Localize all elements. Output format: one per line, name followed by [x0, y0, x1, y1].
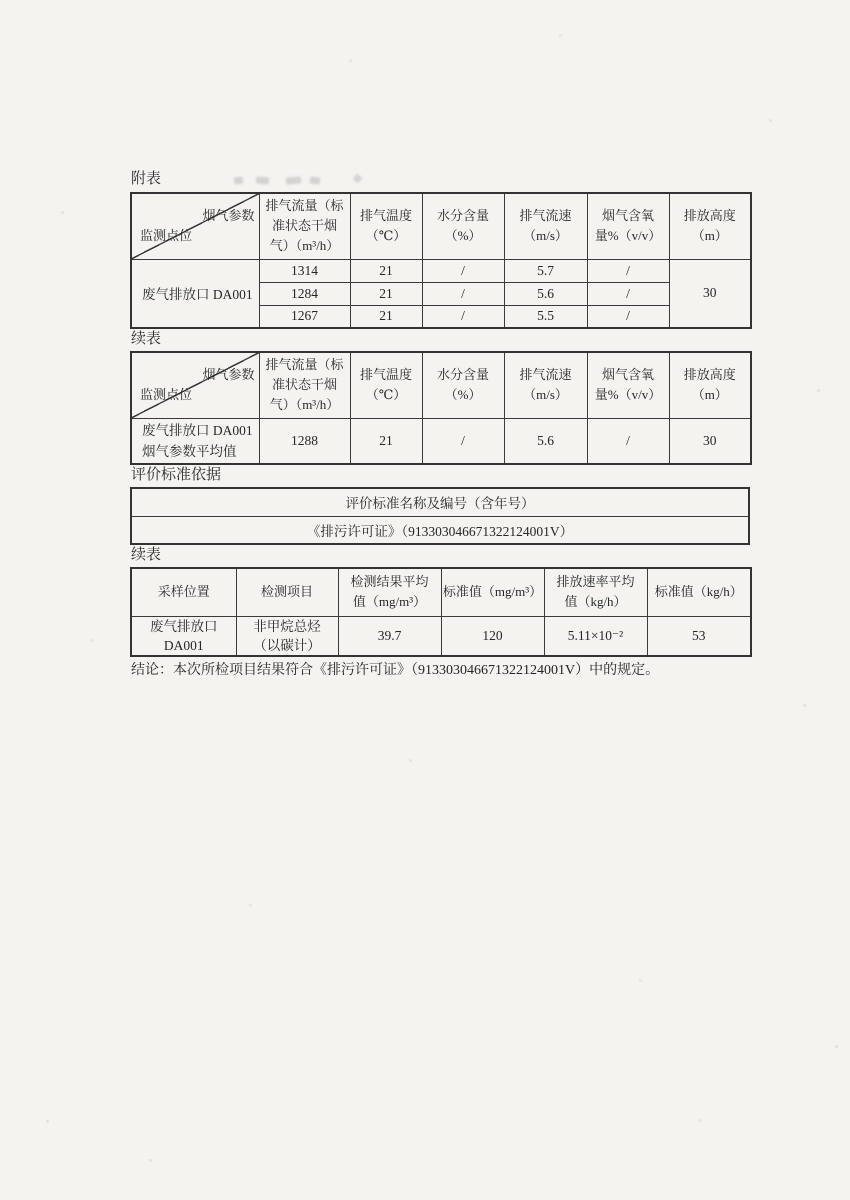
- moisture-value-cell: /: [422, 282, 504, 305]
- header-stack-height: 排放高度 （m）: [669, 352, 751, 418]
- section-label-continued-2: 续表: [131, 547, 162, 563]
- header-conc-limit: 标准值（mg/m³）: [441, 568, 544, 616]
- header-detection-item: 检测项目: [236, 568, 338, 616]
- stack-height-value-cell: 30: [669, 259, 751, 328]
- header-moisture: 水分含量 （%）: [422, 193, 504, 259]
- scan-speckles: [0, 0, 1, 1]
- header-exhaust-temp: 排气温度 （℃）: [350, 193, 422, 259]
- corner-header-cell: [131, 352, 259, 418]
- detection-item-cell: 非甲烷总烃 （以碳计）: [236, 616, 338, 656]
- sampling-location-cell: 废气排放口 DA001: [131, 616, 236, 656]
- detection-result-table: [130, 567, 752, 657]
- moisture-value-cell: /: [422, 305, 504, 328]
- outlet-label-cell: 废气排放口 DA001: [131, 259, 259, 328]
- temp-value-cell: 21: [350, 418, 422, 464]
- avg-rate-value-cell: 5.11×10⁻²: [544, 616, 647, 656]
- header-moisture: 水分含量 （%）: [422, 352, 504, 418]
- header-avg-result: 检测结果平均 值（mg/m³）: [338, 568, 441, 616]
- conc-limit-value-cell: 120: [441, 616, 544, 656]
- header-exhaust-velocity: 排气流速 （m/s）: [504, 193, 587, 259]
- evaluation-standard-table: [130, 487, 750, 545]
- flow-value-cell: 1267: [259, 305, 350, 328]
- flue-params-table: [130, 192, 752, 329]
- temp-value-cell: 21: [350, 305, 422, 328]
- moisture-value-cell: /: [422, 418, 504, 464]
- flue-params-average-table: [130, 351, 752, 465]
- standard-title-cell: 评价标准名称及编号（含年号）: [131, 488, 749, 516]
- velocity-value-cell: 5.7: [504, 259, 587, 282]
- rate-limit-value-cell: 53: [647, 616, 751, 656]
- header-exhaust-velocity: 排气流速 （m/s）: [504, 352, 587, 418]
- report-sheet: [130, 171, 752, 680]
- flow-value-cell: 1284: [259, 282, 350, 305]
- header-oxygen-content: 烟气含氧 量%（v/v）: [587, 193, 669, 259]
- header-exhaust-flow: 排气流量（标 准状态干烟 气）（m³/h）: [259, 193, 350, 259]
- velocity-value-cell: 5.6: [504, 282, 587, 305]
- ghost-stamp-marks: [234, 174, 444, 188]
- section-label-continued-1: 续表: [131, 331, 162, 347]
- corner-label-monitor-site: 监测点位: [140, 386, 193, 402]
- velocity-value-cell: 5.5: [504, 305, 587, 328]
- header-stack-height: 排放高度 （m）: [669, 193, 751, 259]
- header-exhaust-temp: 排气温度 （℃）: [350, 352, 422, 418]
- oxygen-value-cell: /: [587, 418, 669, 464]
- section-label-appendix: 附表: [131, 171, 162, 187]
- outlet-average-label-cell: 废气排放口 DA001 烟气参数平均值: [131, 418, 259, 464]
- corner-label-flue-params: 烟气参数: [202, 208, 255, 223]
- header-rate-limit: 标准值（kg/h）: [647, 568, 751, 616]
- header-avg-rate: 排放速率平均 值（kg/h）: [544, 568, 647, 616]
- corner-label-flue-params: 烟气参数: [202, 367, 255, 382]
- standard-value-cell: 《排污许可证》（913303046671322124001V）: [131, 516, 749, 544]
- flow-value-cell: 1288: [259, 418, 350, 464]
- corner-label-monitor-site: 监测点位: [140, 227, 193, 243]
- stack-height-value-cell: 30: [669, 418, 751, 464]
- header-sampling-location: 采样位置: [131, 568, 236, 616]
- temp-value-cell: 21: [350, 259, 422, 282]
- velocity-value-cell: 5.6: [504, 418, 587, 464]
- oxygen-value-cell: /: [587, 282, 669, 305]
- flow-value-cell: 1314: [259, 259, 350, 282]
- temp-value-cell: 21: [350, 282, 422, 305]
- oxygen-value-cell: /: [587, 305, 669, 328]
- header-oxygen-content: 烟气含氧 量%（v/v）: [587, 352, 669, 418]
- conclusion-text: 结论：本次所检项目结果符合《排污许可证》（913303046671322124001V）中的规定。: [131, 663, 660, 678]
- header-exhaust-flow: 排气流量（标 准状态干烟 气）（m³/h）: [259, 352, 350, 418]
- corner-header-cell: [131, 193, 259, 259]
- moisture-value-cell: /: [422, 259, 504, 282]
- avg-result-value-cell: 39.7: [338, 616, 441, 656]
- oxygen-value-cell: /: [587, 259, 669, 282]
- section-label-evaluation: 评价标准依据: [131, 467, 222, 483]
